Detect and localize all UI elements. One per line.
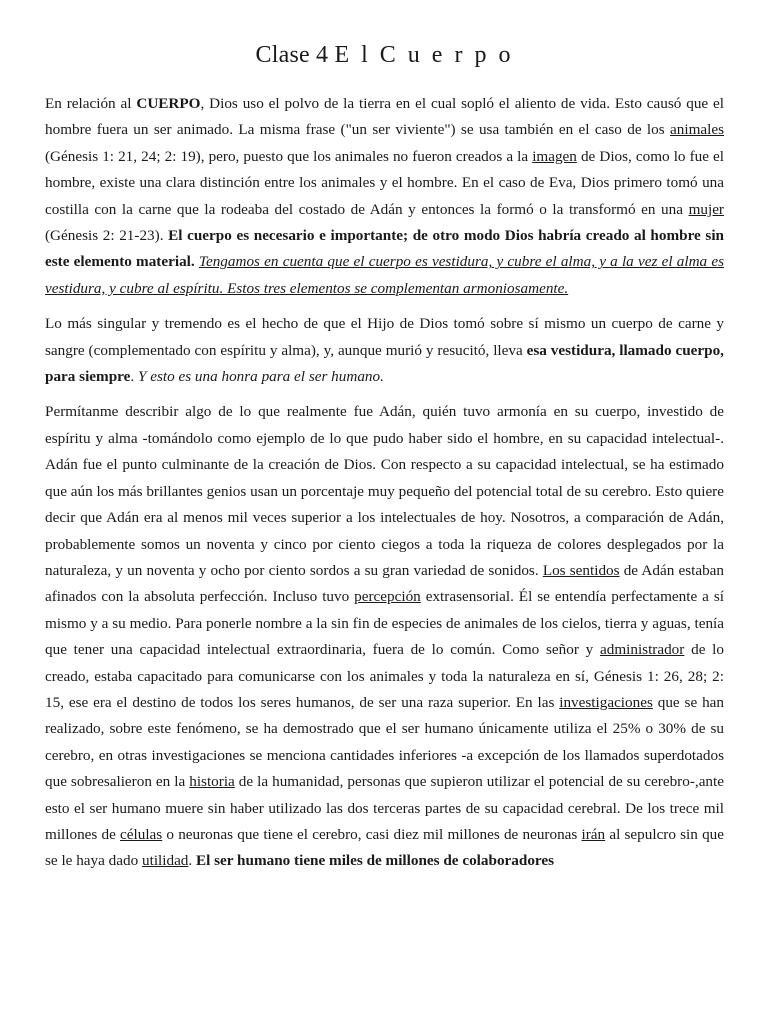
link-iran[interactable]: irán (581, 825, 606, 843)
link-percepcion[interactable]: percepción (354, 588, 421, 606)
text-run: que se han realizado, sobre este fenómeno, se ha demostrado que el ser humano únicamente utiliza el 25% o 30% de su cerebro, en otras investigaciones se menciona cantidades inferiores -a excepción de los llamados superdotados que sobresalieron en la (45, 693, 724, 791)
bold-statement: esa vestidura, llamado cuerpo, para siempre (45, 341, 724, 386)
page-title (45, 42, 724, 69)
text-run: de la humanidad, personas que supieron utilizar el potencial de su cerebro-,ante esto el ser humano muere sin haber utilizado las dos terceras partes de su capacidad cerebral. De los trece mil millones de (45, 773, 724, 843)
text-run: En relación al (45, 95, 137, 112)
text-run: de Adán estaban afinados con la absoluta perfección. Incluso tuvo (45, 561, 724, 606)
link-mujer[interactable]: mujer (688, 200, 724, 218)
text-run: Lo más singular y tremendo es el hecho de que el Hijo de Dios tomó sobre sí mismo un cuerpo de carne y sangre (complementado con espíritu y alma), y, aunque murió y resucitó, lleva (45, 315, 724, 359)
text-run: , Dios uso el polvo de la tierra en el cual sopló el aliento de vida. Esto causó que el hombre fuera un ser animado. La misma frase ("un ser viviente") se usa también en el caso de los (45, 95, 724, 139)
text-run: al sepulcro sin que se le haya dado (45, 825, 724, 870)
text-run: de lo creado, estaba capacitado para comunicarse con los animales y toda la naturaleza en sí, Génesis 1: 26, 28; 2: 15, ese era el destino de todos los seres humanos, de ser una raza superior. En las (45, 641, 724, 711)
link-celulas[interactable]: células (120, 825, 163, 843)
text-run: . (130, 368, 138, 386)
link-administrador[interactable]: administrador (599, 641, 685, 659)
text-run: (Génesis 1: 21, 24; 2: 19), pero, puesto que los animales no fueron creados a la (45, 147, 533, 165)
link-los-sentidos[interactable]: Los sentidos (542, 561, 620, 579)
paragraph-2 (45, 311, 724, 390)
text-run: de Dios, como lo fue el hombre, existe una clara distinción entre los animales y el hombre. En el caso de Eva, Dios primero tomó una costilla con la carne que la rodeaba del costado de Adán y entonces la formó o la transformó en una (45, 147, 724, 218)
text-run: Permítanme describir algo de lo que realmente fue Adán, quién tuvo armonía en su cuerpo, investido de espíritu y alma -tomándolo como ejemplo de lo que pudo haber sido el hombre, en su capacidad intelectual-. Adán fue el punto culminante de la creación de Dios. Con respecto a su capacidad intelectual, se ha estimado que aún los más brillantes genios usan un porcentaje muy pequeño del potencial total de su cerebro. Esto quiere decir que Adán era al menos mil veces superior a los intelectuales de hoy. Nosotros, a comparación de Adán, probablemente somos un noventa y cinco por ciento ciegos a toda la riqueza de colores desplegados por la naturaleza, y un noventa y ocho por ciento sordos a su gran variedad de sonidos. (45, 403, 724, 579)
italic-underlined-statement: Tengamos en cuenta que el cuerpo es vestidura, y cubre el alma, y a la vez el alma es vestidura, y cubre al espíritu. Estos tres elementos se complementan armoniosamente. (45, 253, 724, 297)
text-run: . (188, 852, 196, 870)
italic-statement: Y esto es una honra para el ser humano. (137, 368, 384, 386)
text-run: o neuronas que tiene el cerebro, casi diez mil millones de neuronas (162, 825, 582, 843)
link-imagen[interactable]: imagen (532, 147, 577, 165)
bold-statement: El ser humano tiene miles de millones de colaboradores (196, 852, 555, 870)
text-run: (Génesis 2: 21-23). (45, 227, 169, 245)
paragraph-1 (45, 91, 724, 302)
title-spaced: E l C u e r p o (334, 42, 514, 68)
link-historia[interactable]: historia (189, 773, 235, 791)
link-utilidad[interactable]: utilidad (142, 852, 189, 870)
link-investigaciones[interactable]: investigaciones (559, 693, 653, 711)
link-animales[interactable]: animales (670, 121, 724, 139)
paragraph-3 (45, 399, 724, 874)
bold-term-cuerpo: CUERPO (136, 95, 201, 112)
title-prefix: Clase 4 (255, 42, 329, 68)
text-run: extrasensorial. Él se entendía perfectamente a sí mismo y a su medio. Para ponerle nombre a la sin fin de especies de animales de los cielos, tierra y aguas, tenía que tener una capacidad intelectual extraordinaria, fuera de lo común. Como señor y (45, 588, 724, 659)
bold-statement: El cuerpo es necesario e importante; de otro modo Dios habría creado al hombre sin este elemento material. (45, 227, 724, 271)
